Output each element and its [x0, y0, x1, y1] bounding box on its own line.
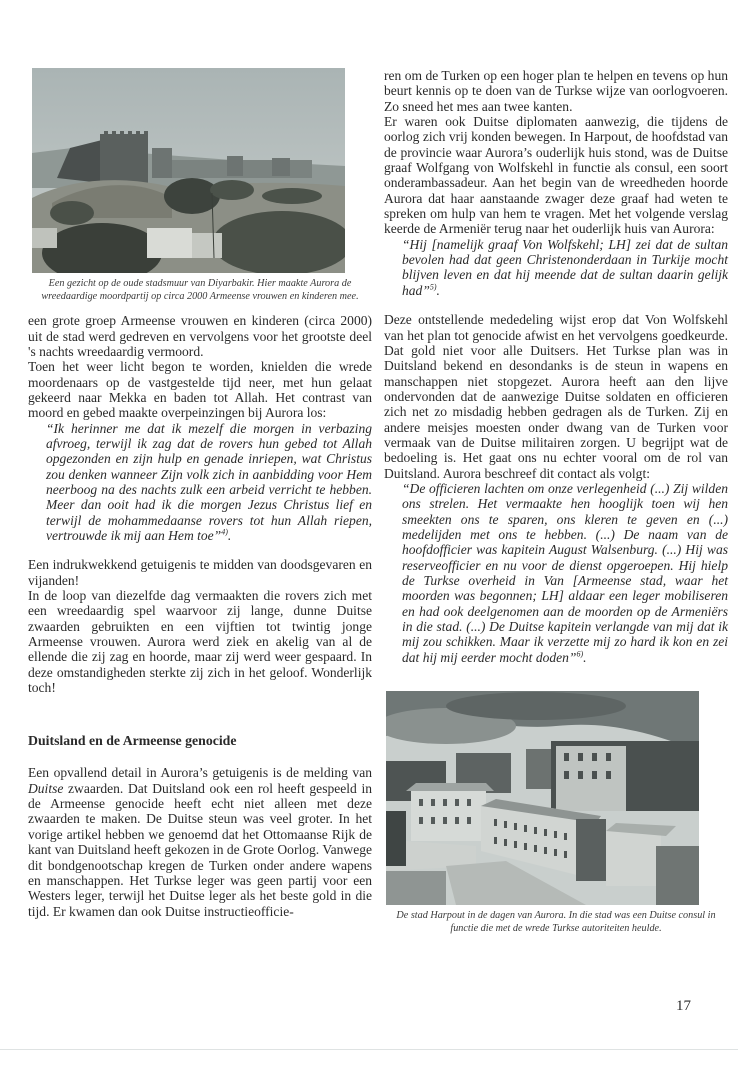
- paragraph: een grote groep Armeense vrouwen en kinderen (circa 2000) uit de stad werd gedreven en vervolgens voor het grootste deel 's nachts wreedaardig vermoord.: [28, 313, 372, 359]
- paragraph: ren om de Turken op een hoger plan te helpen en tevens op hun beurt kennis op te doen van de Turkse wijze van oorlogvoeren. Zo sneed het mes aan twee kanten.: [384, 68, 728, 114]
- left-column: [28, 68, 372, 919]
- block-quote: “De officieren lachten om onze verlegenheid (...) Zij wilden ons strelen. Het vermaakte hen hooglijk toen wij hen smeekten ons te sparen, ons kleren te geven en (...) medelijden met ons te hebben. (...) De naam van de hoofdofficier was kapitein August Walsenburg. (...) Hij was reserveofficier en nu voor de dienst opgeroepen. Hij hielp de Turkse overheid in Van [Armeense stad, waar het moorden was begonnen; LH] aldaar een leger mobiliseren en had ook deelgenomen aan de moorden op de Armeniërs in die stad. (...) De Duitse kapitein verlangde van mij dat ik mij zou schikken. Maar ik verzette mij zo hard ik kon en zei dat hij mij eerder mocht doden”$^{6)}$.: [402, 480, 728, 665]
- footnote-ref: 6): [576, 649, 584, 659]
- footnote-ref: 5): [429, 282, 437, 292]
- text-run: Een opvallend detail in Aurora’s getuigenis is de melding van: [28, 765, 372, 781]
- right-column: [384, 68, 728, 935]
- text-run: zwaarden. Dat Duitsland ook een rol heeft gespeeld in de Armeense genocide heeft echt niet alleen met deze zwaarden te maken. De Duitse steun was veel groter. In het vorige artikel hebben we genoemd dat het Ottomaanse Rijk de kant van Duitsland heeft gekozen in de Grote Oorlog. Vanwege dit bondgenootschap kregen de Turken onder andere wapens en manschappen. Het Turkse leger was geen partij voor een Westers leger, terwijl het Duitse leger als het beste gold in die tijd. Er kwamen dan ook Duitse instructieofficie-: [28, 780, 372, 919]
- quote-text: “De officieren lachten om onze verlegenheid (...) Zij wilden ons strelen. Het vermaakte hen hooglijk toen wij hen smeekten ons te sparen, ons kleren te geven en (...) medelijden met ons te hebben. (...) De naam van de hoofdofficier was kapitein August Walsenburg. (...) Hij was reserveofficier en nu voor de dienst opgeroepen. Hij hielp de Turkse overheid in Van [Armeense stad, waar het moorden was begonnen; LH] aldaar een leger mobiliseren en had ook deelgenomen aan de moorden op de Armeniërs in die stad. (...) De Duitse kapitein verlangde van mij dat ik mij zou schikken. Maar ik verzette mij zo hard ik kon en zei dat hij mij eerder mocht doden”: [402, 480, 728, 665]
- paragraph: [28, 765, 372, 918]
- city-wall-photo: [32, 68, 345, 273]
- harpout-photo: [386, 691, 699, 905]
- paragraph: Een indrukwekkend getuigenis te midden van doodsgevaren en vijanden!: [28, 557, 372, 588]
- paragraph: Toen het weer licht begon te worden, knielden die wrede moordenaars op de vastgestelde tijd neer, met hun gelaat gekeerd naar Mekka en baden tot Allah. Het contrast van moord en gebed maakte overpeinzingen bij Aurora los:: [28, 359, 372, 421]
- paragraph: Er waren ook Duitse diplomaten aanwezig, die tijdens de oorlog zich vrij konden bewegen. In Harpout, de hoofdstad van de provincie waar Aurora’s ouderlijk huis stond, was de Duitse graaf Wolfgang von Wolfskehl in functie als consul, een soort onderambassadeur. Aan het begin van de wreedheden hoorde Aurora dat haar aanstaande zwager deze graaf had weten te spreken om hulp van hem te vragen. Met het volgende verslag keerde de Armeniër terug naar het ouderlijk huis van Aurora:: [384, 114, 728, 237]
- paragraph: In de loop van diezelfde dag vermaakten die rovers zich met een wreedaardig spel waarvoor zij lange, dunne Duitse zwaarden gebruikten en een vijftien tot twintig jonge Armeense vrouwen. Aurora werd ziek en akelig van al de ellende die zij zag en hoorde, maar zij werd weer gespaard. In deze omstandigheden sterkte zij zich in het geloof. Wonderlijk toch!: [28, 588, 372, 696]
- quote-text: “Hij [namelijk graaf Von Wolfskehl; LH] zei dat de sultan bevolen had dat geen Christenonderdaan in Turkije mocht blijven leven en dat hij meende dat de sultan daarin gelijk had”: [402, 236, 728, 298]
- bottom-rule: [0, 1049, 738, 1050]
- harpout-image-icon: [386, 691, 699, 905]
- paragraph: Deze ontstellende mededeling wijst erop dat Von Wolfskehl van het plan tot genocide afwist en het vervolgens goedkeurde. Dat gold niet voor alle Duitsers. Het Turkse plan was in Duitsland bekend en desondanks is de steun in wapens en manschappen niet stopgezet. Aurora heeft aan den lijve ondervonden dat de aanwezige Duitse soldaten en officieren zich net zo misdadig hebben gedragen als de Turken. Zij en andere meisjes moesten onder dwang van de Turken voor vermaak van de Duitse militairen zorgen. U begrijpt wat de bedoeling is. Het gaat ons nu echter vooral om de rol van Duitsland. Aurora beschreef dit contact als volgt:: [384, 312, 728, 481]
- emphasis: Duitse: [28, 780, 64, 796]
- footnote-ref: 4): [221, 527, 228, 537]
- block-quote: “Ik herinner me dat ik mezelf die morgen in verbazing afvroeg, terwijl ik zag dat de rovers hun gebed tot Allah opgezonden en zijn hulp en genade inriepen, wat Christus zou denken wanneer Zijn volk zich in aanbidding voor Hem neerboog na des nachts zulk een arbeid verricht te hebben. Meer dan ooit had ik die morgen Jezus Christus lief en terwijl de mohammedaanse rovers tot hun Allah riepen, vertrouwde ik mij aan Hem toe”$^{4)}$.: [46, 420, 372, 543]
- page-number: 17: [676, 998, 691, 1014]
- section-heading: Duitsland en de Armeense genocide: [28, 733, 237, 749]
- block-quote: “Hij [namelijk graaf Von Wolfskehl; LH] zei dat de sultan bevolen had dat geen Christenonderdaan in Turkije mocht blijven leven en dat hij meende dat de sultan daarin gelijk had”$^{5)}$.: [402, 236, 728, 298]
- photo-caption: Een gezicht op de oude stadsmuur van Diyarbakir. Hier maakte Aurora de wreedaardige moordpartij op circa 2000 Armeense vrouwen en kinderen mee.: [41, 278, 359, 302]
- city-wall-image-icon: [32, 68, 345, 273]
- photo-caption: De stad Harpout in de dagen van Aurora. In die stad was een Duitse consul in functie die met de wrede Turkse autoriteiten heulde.: [396, 910, 716, 934]
- quote-text: “Ik herinner me dat ik mezelf die morgen in verbazing afvroeg, terwijl ik zag dat de rovers hun gebed tot Allah opgezonden en zijn hulp en genade inriepen, wat Christus zou denken wanneer Zijn volk zich in aanbidding voor Hem neerboog na des nachts zulk een arbeid verricht te hebben. Meer dan ooit had ik die morgen Jezus Christus lief en terwijl de mohammedaanse rovers tot hun Allah riepen, vertrouwde ik mij aan Hem toe”: [46, 420, 372, 543]
